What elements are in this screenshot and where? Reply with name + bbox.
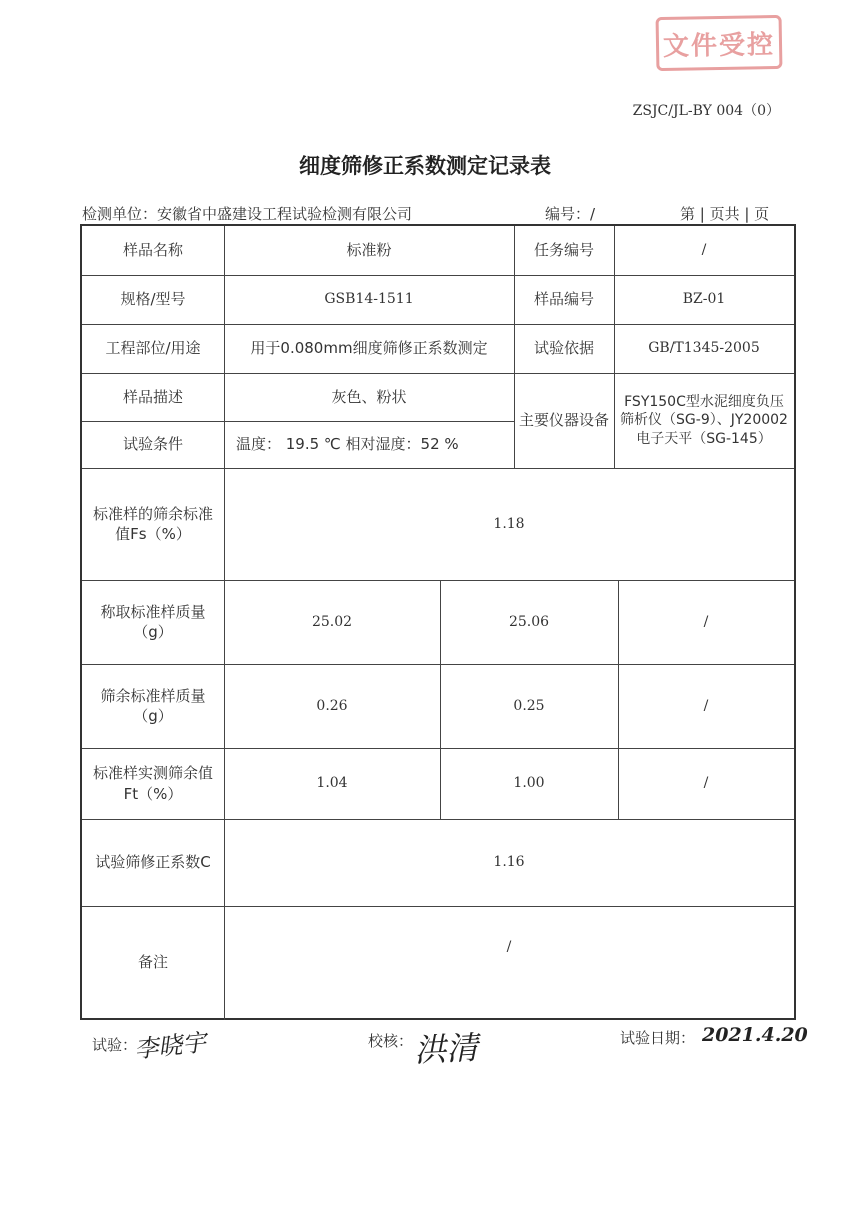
control-stamp: 文件受控: [656, 15, 783, 71]
tester-label: 试验：: [92, 1036, 138, 1054]
usage-value: 用于0.080mm细度筛修正系数测定: [250, 339, 488, 358]
document-number: 编号：/: [545, 205, 596, 223]
remark-value: /: [506, 938, 512, 955]
c-value: 1.16: [493, 854, 525, 871]
ft-label: 标准样实测筛余值Ft（%）: [92, 764, 213, 803]
mass-value-1: 25.02: [311, 613, 353, 630]
spec-value: GSB14-1511: [324, 291, 414, 308]
fs-value: 1.18: [493, 515, 525, 532]
sample-name-value: 标准粉: [346, 241, 392, 260]
sample-no-value: BZ-01: [682, 291, 726, 308]
tester-signature: 李晓宇: [132, 1028, 208, 1064]
page-counter: 第 | 页共 | 页: [680, 205, 770, 223]
basis-label: 试验依据: [533, 339, 594, 358]
page-title: 细度筛修正系数测定记录表: [299, 154, 551, 178]
mass-value-3: /: [703, 613, 709, 630]
basis-value: GB/T1345-2005: [648, 340, 760, 357]
test-date: 2021.4.20: [702, 1024, 808, 1046]
ft-value-3: /: [703, 775, 709, 792]
mass-value-2: 25.06: [508, 613, 550, 630]
record-table: [80, 224, 796, 1020]
sample-name-label: 样品名称: [122, 241, 183, 260]
residue-value-1: 0.26: [316, 697, 348, 714]
testing-unit: 检测单位：安徽省中盛建设工程试验检测有限公司: [82, 205, 413, 223]
date-label: 试验日期：: [620, 1029, 696, 1047]
task-no-label: 任务编号: [533, 241, 594, 260]
usage-label: 工程部位/用途: [105, 339, 201, 358]
ft-value-2: 1.00: [513, 775, 545, 792]
mass-label: 称取标准样质量（g）: [100, 602, 206, 641]
fs-label: 标准样的筛余标准值Fs（%）: [92, 504, 213, 543]
checker-label: 校核：: [368, 1032, 414, 1050]
remark-label: 备注: [137, 952, 168, 971]
c-label: 试验筛修正系数C: [95, 853, 211, 872]
residue-value-3: /: [703, 697, 709, 714]
spec-label: 规格/型号: [120, 290, 186, 309]
residue-label: 筛余标准样质量（g）: [100, 686, 206, 725]
checker-signature: 洪清: [413, 1028, 480, 1070]
ft-value-1: 1.04: [316, 775, 348, 792]
desc-label: 样品描述: [122, 387, 183, 406]
equip-label: 主要仪器设备: [518, 411, 609, 430]
residue-value-2: 0.25: [513, 697, 545, 714]
equip-value: FSY150C型水泥细度负压筛析仪（SG-9）、JY20002电子天平（SG-145）: [620, 394, 788, 447]
desc-value: 灰色、粉状: [331, 387, 407, 406]
task-no-value: /: [701, 242, 707, 259]
document-code: ZSJC/JL-BY 004（0）: [632, 103, 780, 119]
cond-value: 温度： 19.5 ℃ 相对湿度：52 %: [236, 435, 459, 454]
cond-label: 试验条件: [122, 435, 183, 454]
sample-no-label: 样品编号: [533, 290, 594, 309]
